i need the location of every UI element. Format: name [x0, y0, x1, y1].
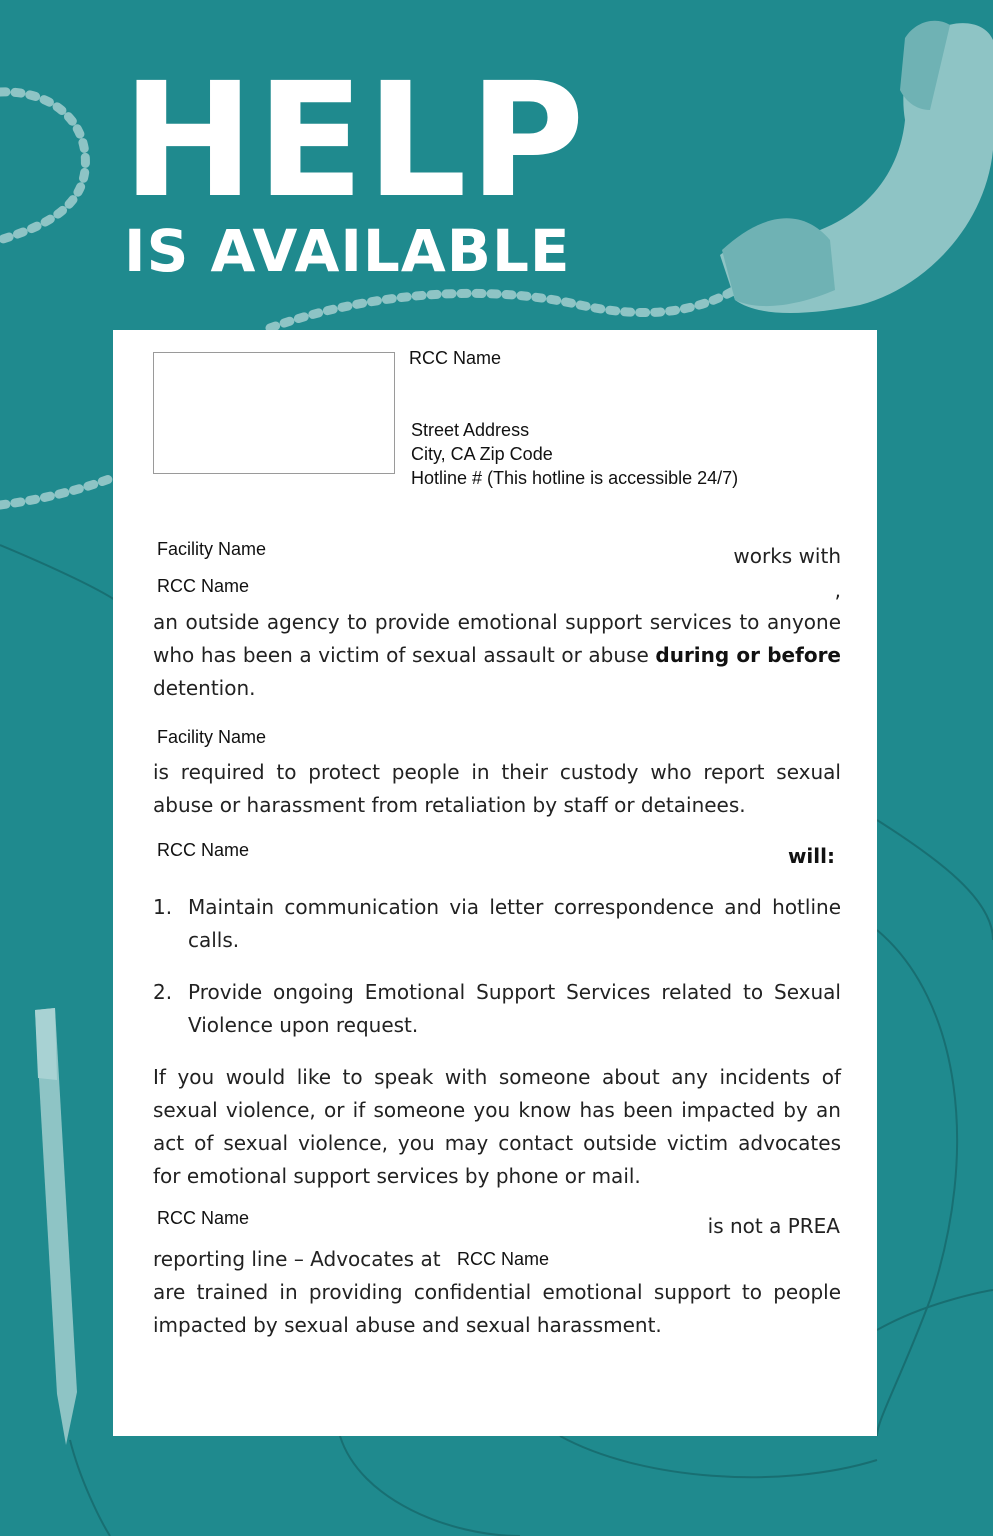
will-label: will:	[787, 844, 835, 868]
city-field[interactable]: City, CA Zip Code	[411, 444, 553, 464]
comma-text: ,	[834, 578, 841, 602]
emphasis-during-before: during or before	[655, 643, 841, 667]
list-item: 2. Provide ongoing Emotional Support Services related to Sexual Violence upon request.	[153, 980, 841, 1037]
list-item: 1. Maintain communication via letter correspondence and hotline calls.	[153, 895, 841, 952]
not-prea-text: is not a PREA	[707, 1214, 840, 1238]
facility-name-field[interactable]: Facility Name	[157, 727, 267, 747]
paragraph-contact-advocates: If you would like to speak with someone about any incidents of sexual violence, or if someone you know has been impacted by an act of sexual violence, you may contact outside victim advocates for emotional support services by phone or mail.	[153, 1065, 841, 1188]
rcc-name-field-inline[interactable]: RCC Name	[457, 1249, 550, 1269]
logo-placeholder	[153, 352, 395, 474]
facility-name-field[interactable]: Facility Name	[157, 539, 267, 559]
hotline-field[interactable]: Hotline # (This hotline is accessible 24/7)	[411, 468, 739, 488]
street-address-field[interactable]: Street Address	[411, 420, 530, 440]
paragraph-outside-agency: an outside agency to provide emotional support services to anyone who has been a victim of sexual assault or abuse during or before detention.	[153, 610, 841, 700]
paragraph-confidential-support: are trained in providing confidential emotional support to people impacted by sexual abuse and sexual harassment.	[153, 1280, 841, 1337]
info-card	[113, 330, 877, 1436]
headline-available: IS AVAILABLE	[124, 217, 571, 285]
paragraph-retaliation: is required to protect people in their custody who report sexual abuse or harassment from retaliation by staff or detainees.	[153, 760, 841, 817]
rcc-name-field[interactable]: RCC Name	[157, 840, 250, 860]
rcc-name-field[interactable]: RCC Name	[409, 348, 502, 368]
pencil-icon	[35, 1008, 77, 1445]
headline-help: HELP	[122, 49, 587, 233]
rcc-name-field[interactable]: RCC Name	[157, 576, 250, 596]
works-with-text: works with	[733, 544, 841, 568]
rcc-name-field[interactable]: RCC Name	[157, 1208, 250, 1228]
telephone-handset-icon	[720, 21, 993, 313]
reporting-line-text: reporting line – Advocates at	[153, 1247, 441, 1271]
